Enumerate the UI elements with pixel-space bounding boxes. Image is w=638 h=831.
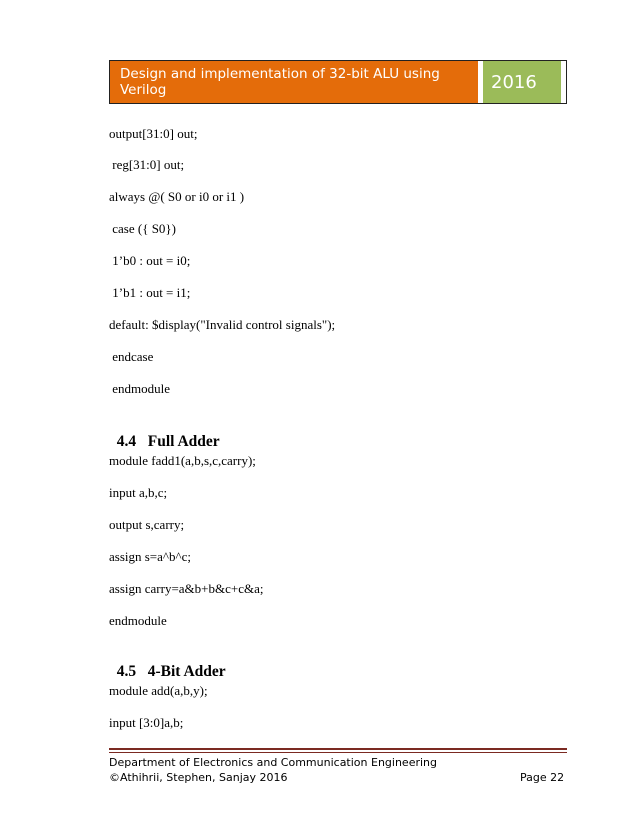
section-title: Full Adder [147, 433, 220, 450]
code-line: output[31:0] out; [109, 126, 198, 141]
code-line: case ({ S0}) [109, 221, 176, 236]
footer-divider [109, 748, 567, 750]
code-line: assign carry=a&b+b&c+c&a; [109, 581, 264, 596]
section-heading-4-5 [109, 645, 226, 681]
code-line: input [3:0]a,b; [109, 715, 184, 730]
header-title: Design and implementation of 32-bit ALU using Verilog [110, 61, 478, 103]
section-heading-4-4 [109, 415, 220, 451]
code-line: module add(a,b,y); [109, 683, 208, 698]
section-number: 4.5 [116, 663, 137, 680]
code-line: input a,b,c; [109, 485, 168, 500]
code-line: 1’b0 : out = i0; [109, 253, 191, 268]
code-line: reg[31:0] out; [109, 157, 185, 172]
code-line: 1’b1 : out = i1; [109, 285, 191, 300]
header-year: 2016 [483, 61, 561, 103]
code-line: assign s=a^b^c; [109, 549, 191, 564]
code-line: always @( S0 or i0 or i1 ) [109, 189, 245, 204]
page-header [109, 60, 567, 104]
code-line: module fadd1(a,b,s,c,carry); [109, 453, 256, 468]
code-line: endmodule [109, 381, 171, 396]
code-line: endcase [109, 349, 154, 364]
code-line: endmodule [109, 613, 167, 628]
code-line: output s,carry; [109, 517, 185, 532]
code-line: default: $display("Invalid control signals"); [109, 317, 336, 332]
section-number: 4.4 [116, 433, 137, 450]
footer-divider-thin [109, 752, 567, 753]
section-title: 4-Bit Adder [147, 663, 226, 680]
footer-authors: ©Athihrii, Stephen, Sanjay 2016 [109, 771, 288, 784]
footer-page-number: Page 22 [520, 771, 565, 784]
footer-department: Department of Electronics and Communication Engineering [109, 756, 437, 769]
